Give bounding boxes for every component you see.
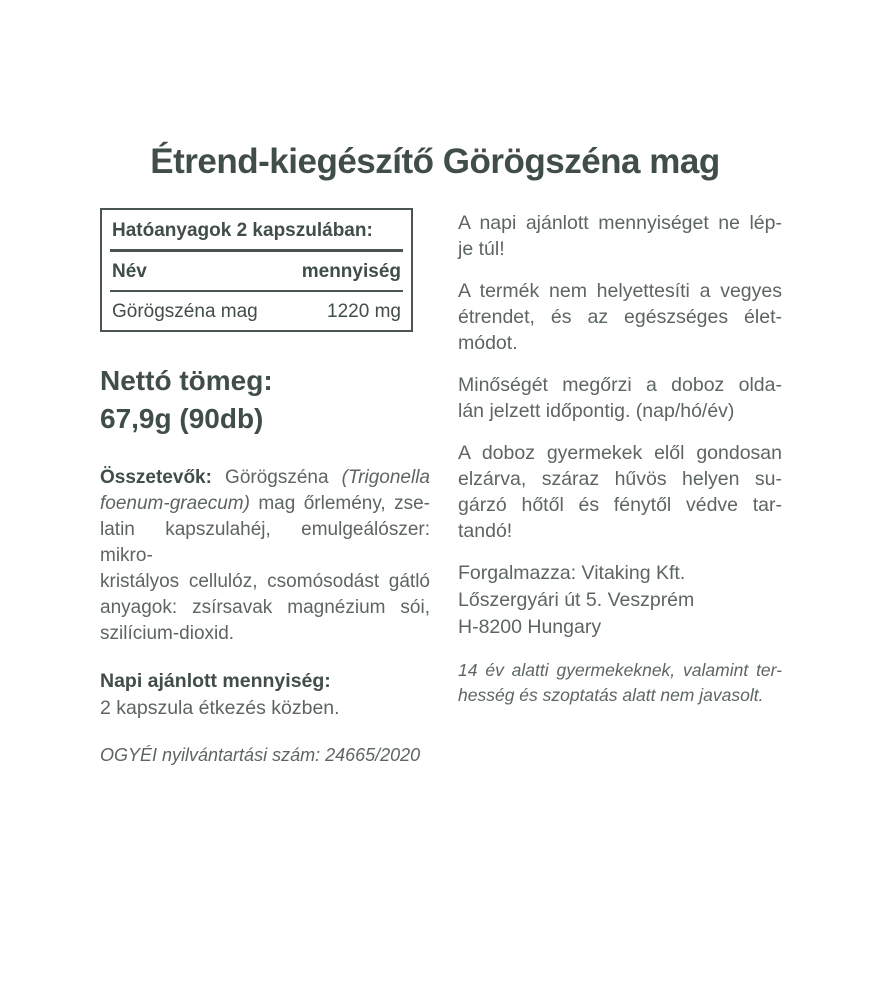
right-column bbox=[458, 208, 782, 767]
table-header: Hatóanyagok 2 kapszulában: bbox=[112, 220, 373, 241]
active-ingredients-table bbox=[100, 208, 413, 332]
text-line: kristályos cellulóz, csomósodást gátló bbox=[100, 571, 430, 592]
label-columns bbox=[0, 208, 870, 767]
warning-dosage-paragraph bbox=[458, 210, 782, 262]
text-line: hesség és szoptatás alatt nem javasolt. bbox=[458, 685, 764, 705]
column-header-amount: mennyiség bbox=[301, 261, 401, 282]
quality-paragraph bbox=[458, 372, 782, 424]
distributor-info bbox=[458, 560, 782, 641]
left-column bbox=[100, 208, 430, 767]
text-line: tandó! bbox=[458, 520, 513, 542]
distributor-line: Forgalmazza: Vitaking Kft. bbox=[458, 562, 686, 584]
net-weight bbox=[100, 362, 430, 438]
text-line: A napi ajánlott mennyiséget ne lép- bbox=[458, 212, 782, 234]
text-line: je túl! bbox=[458, 238, 505, 260]
latin-name-part: (Trigonella bbox=[341, 467, 430, 488]
ingredient-name: Görögszéna mag bbox=[112, 301, 258, 322]
distributor-line: H-8200 Hungary bbox=[458, 616, 602, 638]
varied-diet-paragraph bbox=[458, 278, 782, 356]
text-line: elzárva, száraz hűvös helyen su- bbox=[458, 468, 782, 490]
net-weight-label: Nettó tömeg: bbox=[100, 365, 273, 396]
text-line: A doboz gyermekek elől gondosan bbox=[458, 442, 782, 464]
text-line: étrendet, és az egészséges élet- bbox=[458, 306, 782, 328]
latin-name-part: foenum-graecum) bbox=[100, 493, 250, 514]
ingredients-label: Összetevők: bbox=[100, 467, 212, 488]
ingredients-paragraph bbox=[100, 465, 430, 647]
column-header-name: Név bbox=[112, 261, 147, 282]
text-line: 14 év alatti gyermekeknek, valamint ter- bbox=[458, 660, 782, 680]
daily-amount bbox=[100, 668, 430, 722]
text-line: Minőségét megőrzi a doboz olda- bbox=[458, 374, 782, 396]
net-weight-value: 67,9g (90db) bbox=[100, 403, 264, 434]
distributor-line: Lőszergyári út 5. Veszprém bbox=[458, 589, 695, 611]
text-line: módot. bbox=[458, 332, 518, 354]
daily-amount-text: 2 kapszula étkezés közben. bbox=[100, 697, 340, 719]
ingredient-amount: 1220 mg bbox=[327, 301, 401, 322]
storage-warning-paragraph bbox=[458, 440, 782, 544]
text-line: Összetevők: Görögszéna (Trigonella bbox=[100, 467, 430, 488]
text-line: szilícium-dioxid. bbox=[100, 623, 235, 644]
text-line: anyagok: zsírsavak magnézium sói, bbox=[100, 597, 430, 618]
page-title: Étrend-kiegészítő Görögszéna mag bbox=[150, 142, 720, 181]
text-line: lán jelzett időpontig. (nap/hó/év) bbox=[458, 400, 735, 422]
table-column-headers bbox=[102, 252, 411, 290]
table-row bbox=[102, 292, 411, 330]
age-warning-paragraph bbox=[458, 658, 782, 708]
text-line: gárzó hőtől és fénytől védve tar- bbox=[458, 494, 782, 516]
daily-amount-heading: Napi ajánlott mennyiség: bbox=[100, 670, 331, 692]
text-line: A termék nem helyettesíti a vegyes bbox=[458, 280, 782, 302]
text-line: latin kapszulahéj, emulgeálószer: mikro- bbox=[100, 519, 430, 566]
registration-number: OGYÉI nyilvántartási szám: 24665/2020 bbox=[100, 745, 421, 765]
text-line: foenum-graecum) mag őrlemény, zse- bbox=[100, 493, 430, 514]
